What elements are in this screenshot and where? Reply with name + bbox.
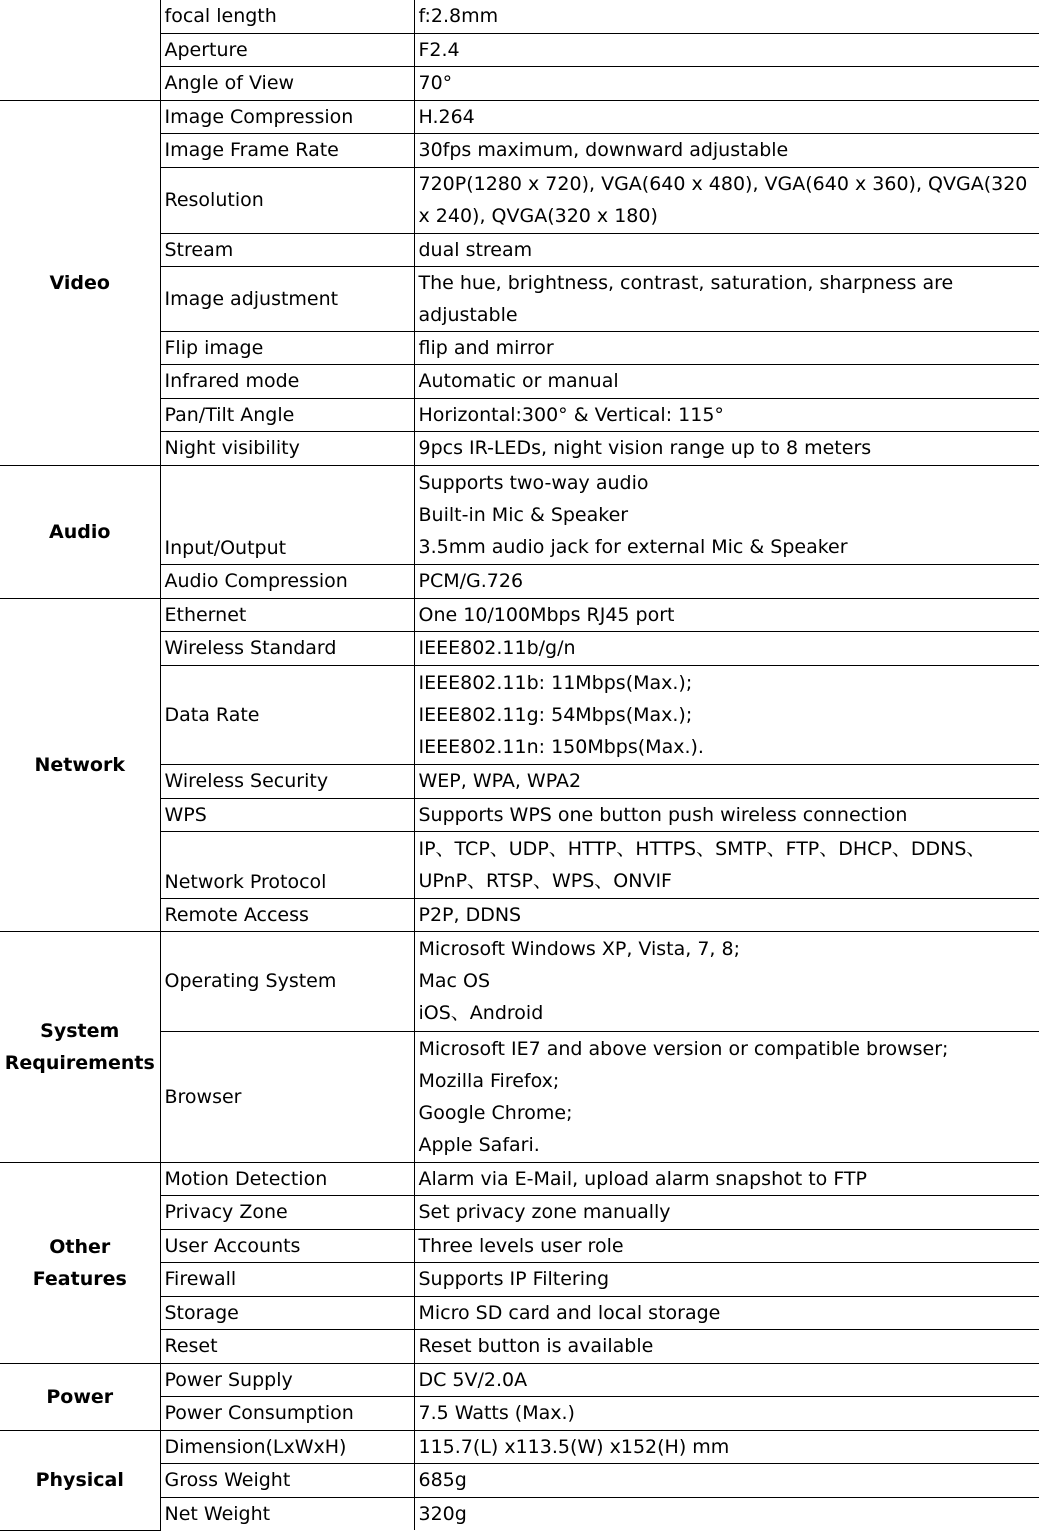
category-cell: Other Features [0,1162,160,1363]
value-cell: Micro SD card and local storage [414,1296,1039,1329]
feature-cell: Wireless Security [160,764,414,798]
category-cell: Audio [0,465,160,598]
value-cell: DC 5V/2.0A [414,1363,1039,1396]
feature-cell: Night visibility [160,431,414,465]
spec-row [0,598,1039,631]
value-cell: 320g [414,1497,1039,1530]
value-cell: f:2.8mm [414,0,1039,33]
value-cell: 115.7(L) x113.5(W) x152(H) mm [414,1430,1039,1463]
value-cell: H.264 [414,100,1039,133]
category-cell [0,0,160,100]
value-cell: One 10/100Mbps RJ45 port [414,598,1039,631]
category-cell: Video [0,100,160,465]
value-cell: Alarm via E-Mail, upload alarm snapshot to FTP [414,1162,1039,1195]
feature-cell: Flip image [160,331,414,364]
feature-cell: Pan/Tilt Angle [160,398,414,431]
feature-cell: Image Compression [160,100,414,133]
value-cell: 720P(1280 x 720), VGA(640 x 480), VGA(640 x 360), QVGA(320 x 240), QVGA(320 x 180) [414,167,1039,233]
feature-cell: Image Frame Rate [160,133,414,167]
feature-cell: Infrared mode [160,364,414,398]
value-cell: IP、TCP、UDP、HTTP、HTTPS、SMTP、FTP、DHCP、DDNS、UPnP、RTSP、WPS、ONVIF [414,831,1039,898]
value-cell: Automatic or manual [414,364,1039,398]
value-cell: flip and mirror [414,331,1039,364]
value-cell: Microsoft IE7 and above version or compatible browser; Mozilla Firefox; Google Chrome; Apple Safari. [414,1031,1039,1162]
spec-row [0,100,1039,133]
value-cell: Three levels user role [414,1229,1039,1262]
feature-cell: Input/Output [160,465,414,564]
value-cell: 9pcs IR-LEDs, night vision range up to 8 meters [414,431,1039,465]
value-cell: 70° [414,66,1039,100]
value-cell: WEP, WPA, WPA2 [414,764,1039,798]
feature-cell: focal length [160,0,414,33]
feature-cell: Gross Weight [160,1463,414,1497]
spec-row [0,1363,1039,1396]
feature-cell: Data Rate [160,665,414,764]
feature-cell: Image adjustment [160,266,414,331]
value-cell: Reset button is available [414,1329,1039,1363]
value-cell: The hue, brightness, contrast, saturation, sharpness are adjustable [414,266,1039,331]
feature-cell: Network Protocol [160,831,414,898]
feature-cell: Power Consumption [160,1396,414,1430]
value-cell: IEEE802.11b/g/n [414,631,1039,665]
feature-cell: Aperture [160,33,414,66]
feature-cell: Ethernet [160,598,414,631]
value-cell: Horizontal:300° & Vertical: 115° [414,398,1039,431]
feature-cell: Audio Compression [160,564,414,598]
feature-cell: Angle of View [160,66,414,100]
value-cell: P2P, DDNS [414,898,1039,931]
feature-cell: Operating System [160,931,414,1031]
value-cell: 7.5 Watts (Max.) [414,1396,1039,1430]
value-cell: Supports WPS one button push wireless connection [414,798,1039,831]
feature-cell: Storage [160,1296,414,1329]
feature-cell: Stream [160,233,414,266]
feature-cell: Reset [160,1329,414,1363]
category-cell: Physical [0,1430,160,1530]
value-cell: Set privacy zone manually [414,1195,1039,1229]
category-cell: Network [0,598,160,931]
value-cell: Supports two-way audio Built-in Mic & Speaker 3.5mm audio jack for external Mic & Speaker [414,465,1039,564]
feature-cell: Resolution [160,167,414,233]
spec-row [0,931,1039,1031]
feature-cell: Dimension(LxWxH) [160,1430,414,1463]
feature-cell: Wireless Standard [160,631,414,665]
category-cell: System Requirements [0,931,160,1162]
value-cell: Supports IP Filtering [414,1262,1039,1296]
feature-cell: Remote Access [160,898,414,931]
feature-cell: Privacy Zone [160,1195,414,1229]
spec-row [0,1162,1039,1195]
feature-cell: WPS [160,798,414,831]
feature-cell: Power Supply [160,1363,414,1396]
feature-cell: Motion Detection [160,1162,414,1195]
value-cell: F2.4 [414,33,1039,66]
spec-row [0,465,1039,564]
feature-cell: Net Weight [160,1497,414,1530]
value-cell: IEEE802.11b: 11Mbps(Max.); IEEE802.11g: 54Mbps(Max.); IEEE802.11n: 150Mbps(Max.). [414,665,1039,764]
value-cell: Microsoft Windows XP, Vista, 7, 8; Mac OS iOS、Android [414,931,1039,1031]
spec-row [0,0,1039,33]
value-cell: 685g [414,1463,1039,1497]
category-cell: Power [0,1363,160,1430]
feature-cell: User Accounts [160,1229,414,1262]
value-cell: dual stream [414,233,1039,266]
value-cell: 30fps maximum, downward adjustable [414,133,1039,167]
value-cell: PCM/G.726 [414,564,1039,598]
spec-row [0,1430,1039,1463]
feature-cell: Browser [160,1031,414,1162]
feature-cell: Firewall [160,1262,414,1296]
